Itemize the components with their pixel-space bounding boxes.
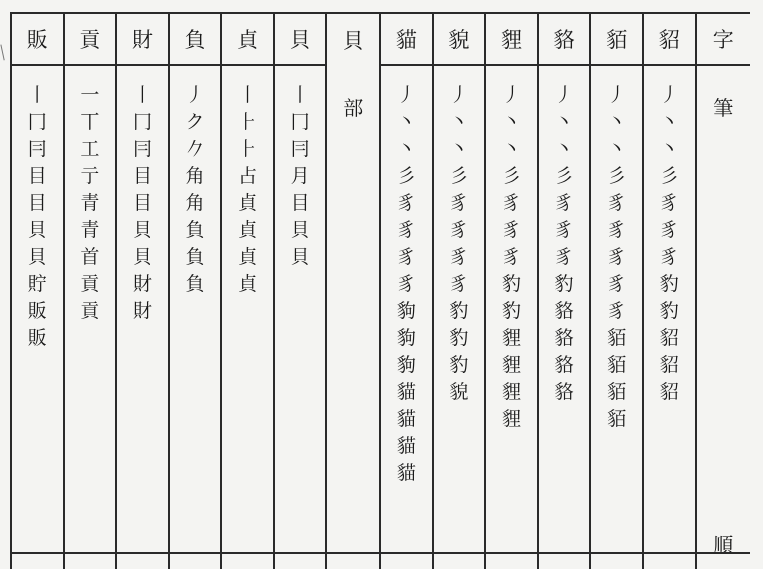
- stroke-step: 豹: [449, 327, 469, 349]
- stroke-step: 豸: [554, 219, 574, 241]
- character-column: [591, 14, 644, 569]
- stroke-step: 首: [80, 246, 100, 268]
- stroke-step: 販: [27, 300, 47, 322]
- character-header: 貍: [486, 14, 537, 66]
- stroke-sequence: [591, 66, 642, 433]
- margin-mark: [0, 44, 8, 61]
- character-column: [12, 14, 65, 569]
- radical-column: [327, 14, 381, 569]
- stroke-step: ⺊: [238, 111, 258, 133]
- stroke-step: 𠂊: [185, 138, 205, 160]
- stroke-step: 目: [132, 192, 152, 214]
- stroke-step: 貌: [449, 381, 469, 403]
- character-column: [434, 14, 487, 569]
- stroke-step: 豸: [501, 246, 521, 268]
- stroke-sequence: [222, 66, 273, 298]
- stroke-step: 青: [80, 219, 100, 241]
- character-column: [486, 14, 539, 569]
- stroke-sequence: [275, 66, 326, 271]
- stroke-step: 豸: [659, 192, 679, 214]
- stroke-step: 販: [27, 327, 47, 349]
- character-header: 貝: [275, 14, 326, 66]
- stroke-step: 貍: [501, 381, 521, 403]
- stroke-step: 負: [185, 219, 205, 241]
- stroke-step: 豸: [607, 219, 627, 241]
- character-column: [644, 14, 697, 569]
- stroke-step: 丨: [238, 84, 258, 106]
- character-column: [275, 14, 328, 569]
- stroke-step: 丨: [27, 84, 47, 106]
- stroke-step: 貓: [396, 381, 416, 403]
- stroke-step: 丶: [396, 111, 416, 133]
- stroke-step: 貂: [659, 381, 679, 403]
- stroke-step: 貊: [607, 408, 627, 430]
- stroke-sequence: [117, 66, 168, 325]
- character-column: [222, 14, 275, 569]
- stroke-step: 冃: [27, 138, 47, 160]
- stroke-step: 貝: [132, 246, 152, 268]
- stroke-sequence: [434, 66, 485, 406]
- character-header: 貢: [65, 14, 116, 66]
- stroke-step: 豿: [396, 327, 416, 349]
- stroke-step: 豸: [554, 192, 574, 214]
- stroke-step: 彡: [501, 165, 521, 187]
- stroke-step: 財: [132, 273, 152, 295]
- stroke-step: 豹: [449, 354, 469, 376]
- stroke-step: 豸: [607, 300, 627, 322]
- stroke-step: 冂: [132, 111, 152, 133]
- stroke-step: 丶: [659, 138, 679, 160]
- stroke-step: 冃: [132, 138, 152, 160]
- stroke-step: 貞: [238, 219, 258, 241]
- stroke-step: 占: [238, 165, 258, 187]
- stroke-step: 丶: [501, 111, 521, 133]
- stroke-step: 丿: [501, 84, 521, 106]
- character-header: 販: [12, 14, 63, 66]
- stroke-step: 豹: [659, 273, 679, 295]
- stroke-step: 彡: [607, 165, 627, 187]
- stroke-step: 工: [80, 138, 100, 160]
- stroke-step: 豸: [449, 219, 469, 241]
- stroke-step: 丶: [501, 138, 521, 160]
- stroke-step: ⺊: [238, 138, 258, 160]
- stroke-step: 目: [27, 165, 47, 187]
- stroke-step: 豸: [659, 246, 679, 268]
- stroke-step: 豸: [396, 192, 416, 214]
- stroke-sequence: [12, 66, 63, 352]
- stroke-step: 丿: [185, 84, 205, 106]
- stroke-step: ク: [185, 111, 205, 133]
- stroke-step: 冃: [290, 138, 310, 160]
- stroke-step: 丨: [290, 84, 310, 106]
- character-header: 貌: [434, 14, 485, 66]
- stroke-step: 豸: [501, 192, 521, 214]
- stroke-step: 丨: [132, 84, 152, 106]
- stroke-sequence: [65, 66, 116, 325]
- stroke-step: 青: [80, 192, 100, 214]
- stroke-step: 豸: [449, 273, 469, 295]
- stroke-step: 豿: [396, 354, 416, 376]
- stroke-step: 月: [290, 165, 310, 187]
- stroke-step: 丿: [659, 84, 679, 106]
- stroke-step: 貍: [501, 327, 521, 349]
- stroke-step: 丿: [607, 84, 627, 106]
- stroke-step: 貢: [80, 273, 100, 295]
- stroke-step: 豹: [554, 273, 574, 295]
- stroke-step: 豹: [659, 300, 679, 322]
- stroke-step: 貝: [27, 246, 47, 268]
- character-header: 貉: [539, 14, 590, 66]
- stroke-step: 貓: [396, 408, 416, 430]
- label-column: [697, 14, 751, 569]
- stroke-step: 丿: [396, 84, 416, 106]
- character-column: [170, 14, 223, 569]
- character-header: 貓: [381, 14, 432, 66]
- stroke-step: 財: [132, 300, 152, 322]
- stroke-step: 丿: [449, 84, 469, 106]
- stroke-step: 豹: [449, 300, 469, 322]
- stroke-step: 冂: [27, 111, 47, 133]
- stroke-step: 角: [185, 192, 205, 214]
- stroke-step: 丶: [396, 138, 416, 160]
- character-column: [117, 14, 170, 569]
- stroke-step: 貝: [290, 219, 310, 241]
- radical-label: 部: [343, 96, 364, 120]
- stroke-step: 目: [27, 192, 47, 214]
- character-header: 貊: [591, 14, 642, 66]
- stroke-step: 亍: [80, 165, 100, 187]
- radical-header: 貝: [342, 29, 364, 53]
- stroke-step: 豸: [554, 246, 574, 268]
- stroke-step: 貞: [238, 273, 258, 295]
- stroke-step: 貊: [607, 354, 627, 376]
- stroke-step: 豸: [396, 246, 416, 268]
- stroke-step: 豹: [501, 273, 521, 295]
- stroke-step: 貉: [554, 381, 574, 403]
- stroke-step: 貞: [238, 192, 258, 214]
- stroke-step: 貓: [396, 462, 416, 484]
- stroke-step: 豸: [449, 192, 469, 214]
- stroke-step: 丿: [554, 84, 574, 106]
- stroke-step: 豸: [449, 246, 469, 268]
- stroke-step: 彡: [554, 165, 574, 187]
- stroke-step: 豸: [607, 273, 627, 295]
- stroke-step: 貊: [607, 381, 627, 403]
- corner-header: 字: [697, 14, 751, 66]
- stroke-step: 丶: [607, 111, 627, 133]
- stroke-step: 丅: [80, 111, 100, 133]
- stroke-step: 目: [290, 192, 310, 214]
- stroke-step: 貓: [396, 435, 416, 457]
- stroke-step: 貞: [238, 246, 258, 268]
- stroke-step: 豿: [396, 300, 416, 322]
- stroke-step: 貉: [554, 300, 574, 322]
- stroke-step: 丶: [607, 138, 627, 160]
- stroke-step: 一: [80, 84, 100, 106]
- stroke-step: 豸: [396, 273, 416, 295]
- label-bottom: 順: [713, 533, 734, 557]
- character-header: 負: [170, 14, 221, 66]
- stroke-sequence: [170, 66, 221, 298]
- stroke-step: 貉: [554, 354, 574, 376]
- character-column: [65, 14, 118, 569]
- character-column: [539, 14, 592, 569]
- bottom-rule: [10, 552, 750, 554]
- character-header: 貞: [222, 14, 273, 66]
- stroke-step: 貝: [290, 246, 310, 268]
- stroke-step: 貍: [501, 408, 521, 430]
- stroke-step: 丶: [554, 138, 574, 160]
- stroke-step: 目: [132, 165, 152, 187]
- stroke-step: 豹: [501, 300, 521, 322]
- stroke-order-table: [10, 12, 750, 569]
- stroke-step: 丶: [554, 111, 574, 133]
- character-column: [381, 14, 434, 569]
- character-header: 財: [117, 14, 168, 66]
- stroke-sequence: [644, 66, 695, 406]
- stroke-step: 彡: [659, 165, 679, 187]
- stroke-sequence: [486, 66, 537, 433]
- character-header: 貂: [644, 14, 695, 66]
- stroke-step: 豸: [396, 219, 416, 241]
- stroke-step: 丶: [659, 111, 679, 133]
- stroke-step: 貉: [554, 327, 574, 349]
- stroke-step: 貊: [607, 327, 627, 349]
- stroke-step: 豸: [501, 219, 521, 241]
- label-top: 筆: [713, 96, 734, 120]
- stroke-step: 負: [185, 246, 205, 268]
- stroke-step: 冂: [290, 111, 310, 133]
- stroke-step: 豸: [659, 219, 679, 241]
- stroke-step: 貢: [80, 300, 100, 322]
- stroke-step: 貂: [659, 327, 679, 349]
- stroke-step: 角: [185, 165, 205, 187]
- stroke-step: 丶: [449, 111, 469, 133]
- stroke-sequence: [539, 66, 590, 406]
- stroke-step: 彡: [449, 165, 469, 187]
- stroke-step: 豸: [607, 192, 627, 214]
- stroke-step: 丶: [449, 138, 469, 160]
- stroke-step: 貯: [27, 273, 47, 295]
- stroke-step: 貝: [132, 219, 152, 241]
- stroke-step: 豸: [607, 246, 627, 268]
- stroke-step: 彡: [396, 165, 416, 187]
- stroke-sequence: [381, 66, 432, 487]
- stroke-step: 負: [185, 273, 205, 295]
- stroke-step: 貝: [27, 219, 47, 241]
- stroke-step: 貍: [501, 354, 521, 376]
- stroke-step: 貂: [659, 354, 679, 376]
